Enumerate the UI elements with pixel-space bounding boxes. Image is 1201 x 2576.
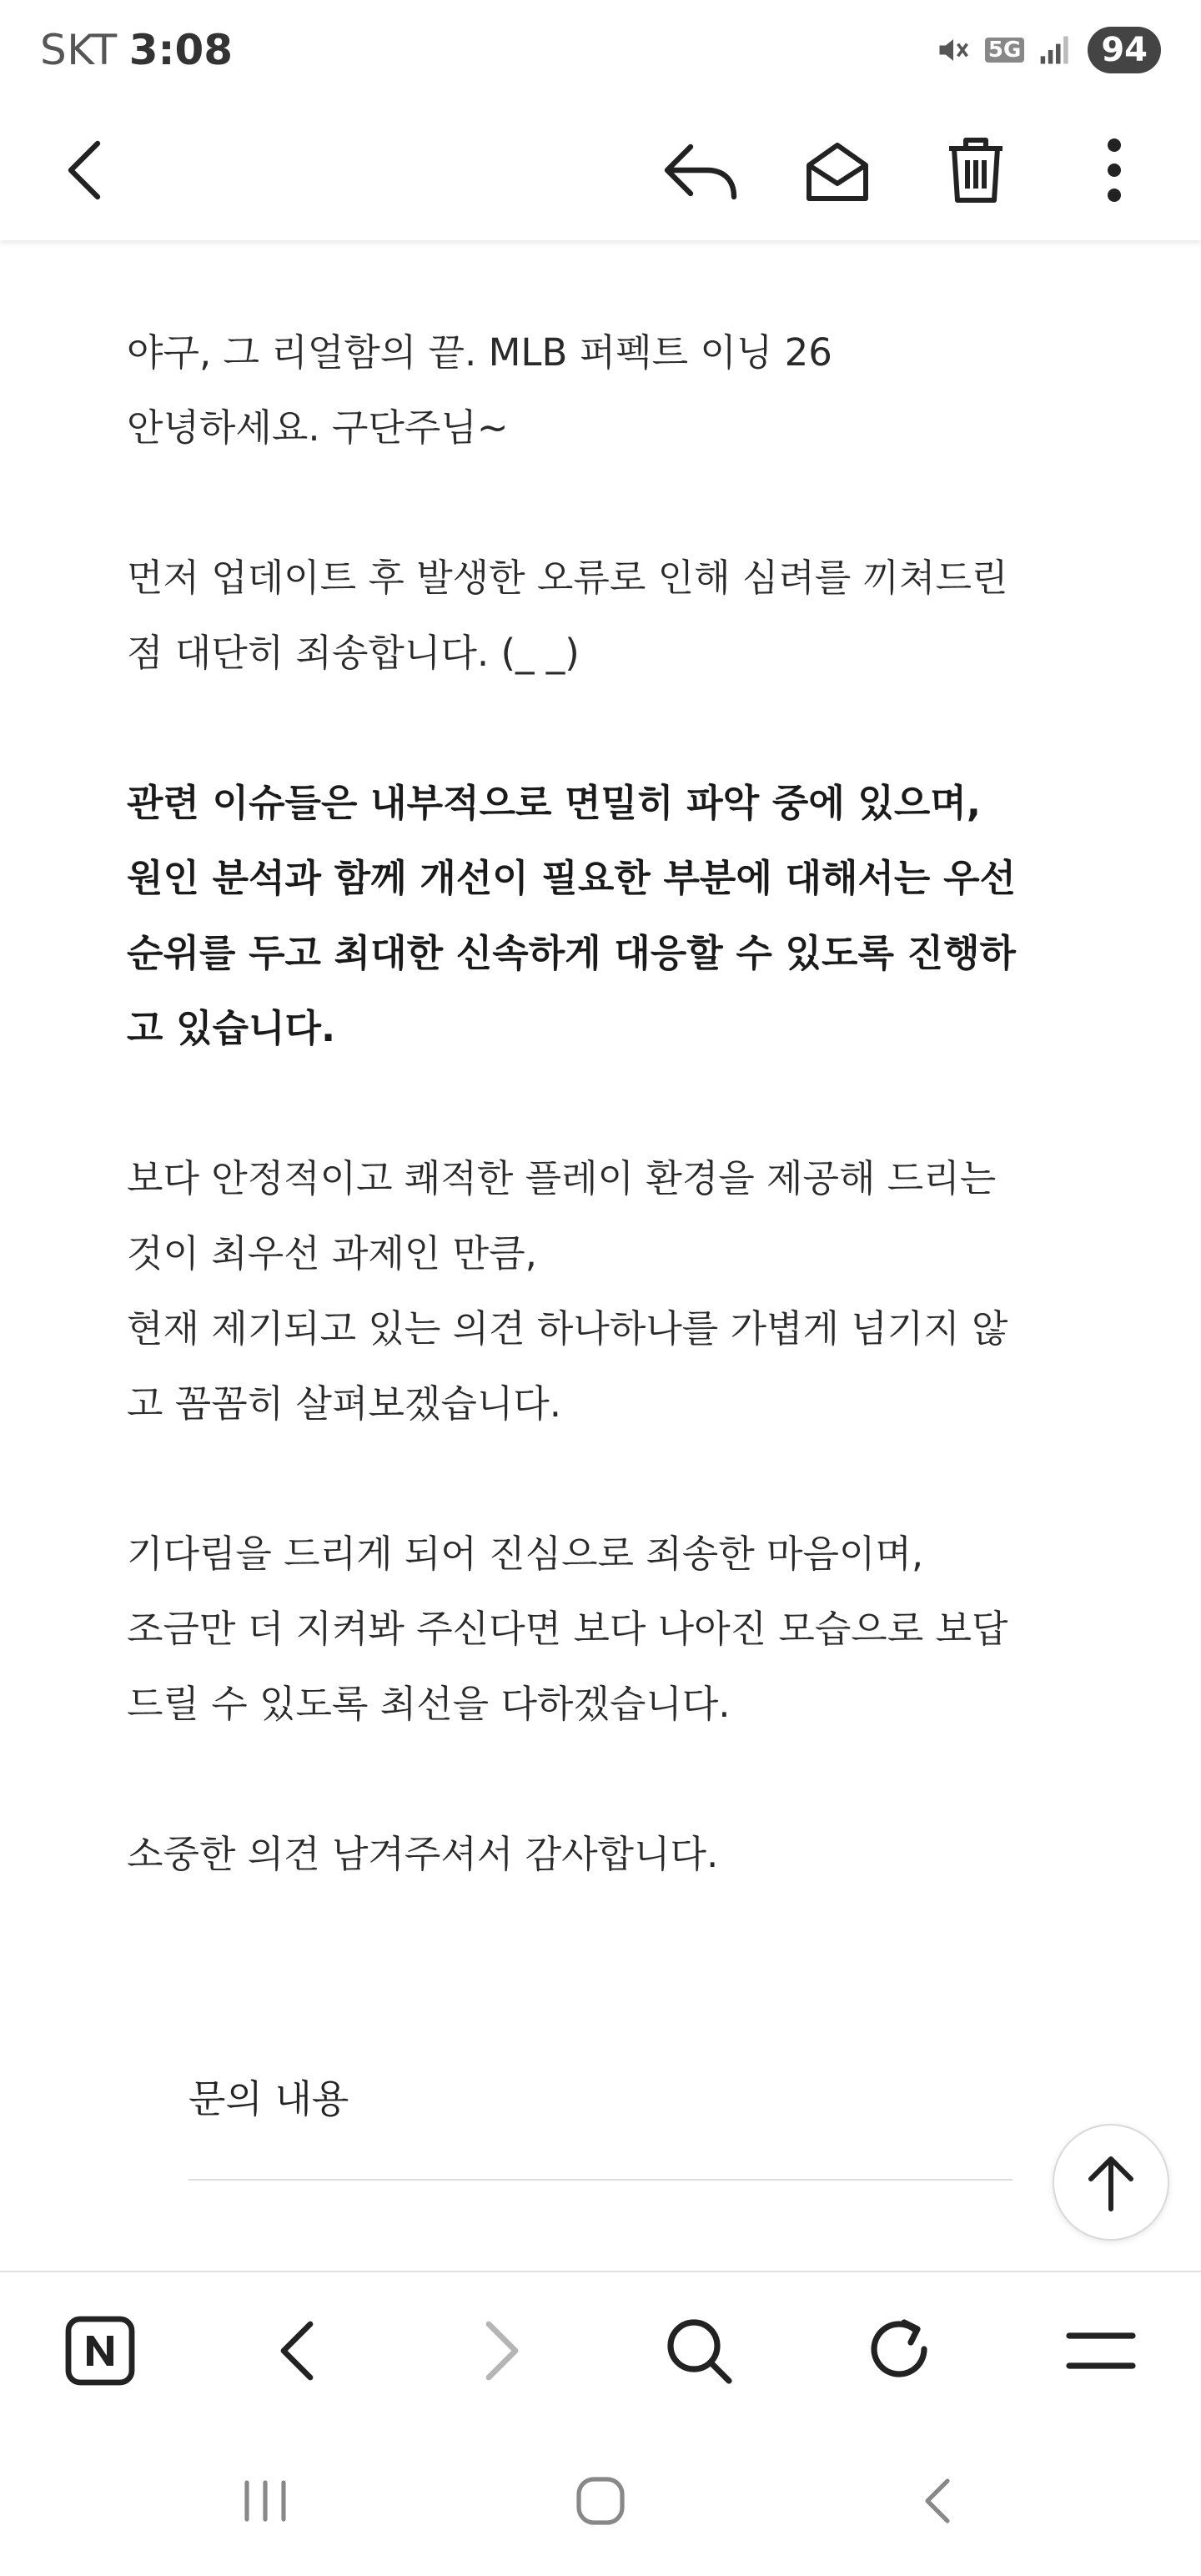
browser-toolbar — [0, 2271, 1201, 2426]
message-title-line: 야구, 그 리얼함의 끝. MLB 퍼펙트 이닝 26 — [127, 330, 832, 375]
menu-icon — [1066, 2326, 1136, 2376]
inquiry-section-title: 문의 내용 — [188, 2076, 349, 2121]
mail-toolbar — [0, 100, 1201, 240]
browser-search-button[interactable] — [649, 2301, 749, 2401]
text-line: 고 있습니다. — [127, 1006, 336, 1050]
text-line: 관련 이슈들은 내부적으로 면밀히 파악 중에 있으며, — [127, 781, 981, 825]
text-line: 고 꼼꼼히 살펴보겠습니다. — [127, 1381, 562, 1426]
greeting-line: 안녕하세요. 구단주님~ — [127, 405, 509, 450]
browser-refresh-button[interactable] — [849, 2301, 949, 2401]
reply-icon — [661, 137, 741, 204]
text-line: 기다림을 드리게 되어 진심으로 죄송한 마음이며, — [127, 1532, 924, 1576]
browser-forward-button[interactable] — [450, 2301, 550, 2401]
chevron-right-icon — [475, 2317, 525, 2384]
text-line: 조금만 더 지켜봐 주신다면 보다 나아진 모습으로 보답 — [127, 1607, 1008, 1651]
system-navigation-bar — [0, 2426, 1201, 2576]
text-line: 순위를 두고 최대한 신속하게 대응할 수 있도록 진행하 — [127, 931, 1017, 975]
text-line: 현재 제기되고 있는 의견 하나하나를 가볍게 넘기지 않 — [127, 1306, 1008, 1351]
carrier-label: SKT — [40, 26, 118, 74]
message-body — [0, 240, 1201, 2271]
issue-status-paragraph — [127, 766, 1084, 1066]
envelope-open-icon — [802, 135, 872, 205]
system-back-icon — [917, 2474, 957, 2528]
text-line: 소중한 의견 남겨주셔서 감사합니다. — [127, 1832, 719, 1876]
delete-button[interactable] — [926, 120, 1026, 220]
system-back-button[interactable] — [887, 2451, 987, 2551]
status-icons — [935, 27, 1161, 73]
message-header — [127, 315, 1084, 465]
reply-button[interactable] — [651, 120, 751, 220]
status-bar — [0, 0, 1201, 100]
search-icon — [664, 2316, 734, 2386]
naver-n-icon — [63, 2314, 137, 2387]
thanks-paragraph — [127, 1817, 1084, 1892]
recent-apps-icon — [239, 2478, 292, 2524]
more-vertical-icon — [1104, 135, 1124, 205]
browser-menu-button[interactable] — [1051, 2301, 1151, 2401]
home-button[interactable] — [550, 2451, 651, 2551]
text-line: 드릴 수 있도록 최선을 다하겠습니다. — [127, 1682, 731, 1726]
home-icon — [574, 2474, 627, 2528]
trash-icon — [942, 133, 1009, 207]
apology-paragraph — [127, 541, 1084, 691]
mute-icon — [935, 32, 972, 68]
text-line: 보다 안정적이고 쾌적한 플레이 환경을 제공해 드리는 — [127, 1156, 997, 1200]
text-line: 원인 분석과 함께 개선이 필요한 부분에 대해서는 우선 — [127, 856, 1017, 900]
refresh-icon — [864, 2316, 934, 2386]
scroll-to-top-button[interactable] — [1053, 2124, 1169, 2241]
more-options-button[interactable] — [1064, 120, 1164, 220]
recent-apps-button[interactable] — [215, 2451, 315, 2551]
text-line: 것이 최우선 과제인 만큼, — [127, 1231, 537, 1275]
text-line: 먼저 업데이트 후 발생한 오류로 인해 심려를 끼쳐드린 — [127, 556, 1008, 600]
arrow-up-icon — [1084, 2152, 1138, 2212]
network-5g-icon: 5G — [985, 38, 1024, 63]
divider — [188, 2179, 1013, 2181]
chevron-left-icon — [274, 2317, 324, 2384]
back-button[interactable] — [37, 120, 137, 220]
naver-home-button[interactable] — [50, 2301, 150, 2401]
battery-indicator: 94 — [1088, 27, 1161, 73]
clock: 3:08 — [128, 26, 234, 74]
mark-unread-button[interactable] — [787, 120, 887, 220]
browser-back-button[interactable] — [249, 2301, 349, 2401]
text-line: 점 대단히 죄송합니다. (_ _) — [127, 631, 580, 675]
commitment-paragraph — [127, 1141, 1084, 1441]
signal-icon — [1038, 32, 1074, 68]
patience-paragraph — [127, 1517, 1084, 1742]
chevron-left-icon — [58, 137, 116, 204]
